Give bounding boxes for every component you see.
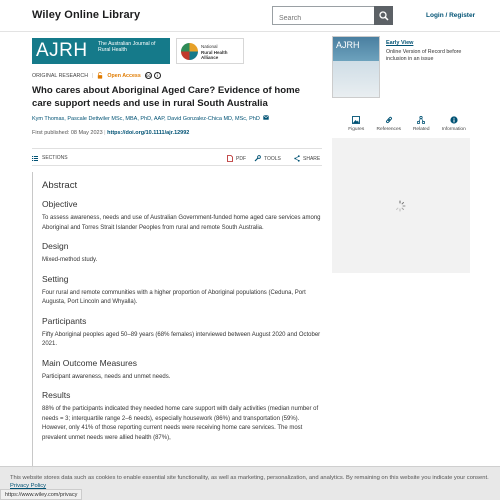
article-tools — [340, 116, 470, 140]
wiley-logo[interactable]: Wiley Online Library — [32, 9, 141, 21]
wrench-icon — [254, 155, 261, 162]
media-panel — [332, 138, 470, 273]
loading-spinner-icon — [394, 200, 406, 212]
journal-cover[interactable] — [332, 36, 380, 98]
partner-logo[interactable] — [176, 38, 244, 64]
status-bar-url: https://www.wiley.com/privacy — [0, 489, 82, 500]
objective-text: To assess awareness, needs and use of Australian Government-funded home aged care services among Aboriginal and Torres Strait Islander Peoples from rural and remote South Australia. — [42, 215, 321, 231]
setting-text: Four rural and remote communities with a higher proportion of Aboriginal populations (Ceduna, Port Augusta, Port Lincoln and Whyalla). — [42, 289, 306, 305]
open-access-icon — [97, 72, 103, 79]
journal-banner[interactable] — [32, 38, 170, 64]
pdf-button[interactable]: PDF — [227, 155, 246, 162]
early-view-link[interactable]: Early View — [386, 40, 414, 46]
info-icon — [450, 116, 458, 124]
pdf-icon — [227, 155, 233, 162]
article-title: Who cares about Aboriginal Aged Care? Evidence of home care support needs and use in rural South Australia — [32, 85, 300, 109]
top-header — [0, 0, 500, 32]
doi-link[interactable]: https://doi.org/10.1111/ajr.12992 — [107, 130, 190, 136]
image-icon — [352, 116, 360, 124]
by-icon: i — [154, 72, 161, 79]
email-icon[interactable] — [263, 115, 269, 120]
participants-heading: Participants — [42, 315, 87, 326]
article-type: ORIGINAL RESEARCH — [32, 72, 89, 79]
partner-name: National Rural Health Alliance — [201, 44, 228, 60]
tools-button[interactable]: TOOLS — [254, 155, 281, 162]
tool-information[interactable]: Information — [438, 116, 471, 140]
share-icon — [294, 155, 300, 162]
tool-references[interactable]: References — [373, 116, 406, 140]
results-text: 88% of the participants indicated they needed home care support with daily activities (median number of needs = 3; interquartile range 2–6 needs), especially housework (86%) and transportation (59%). However, only 41% of those reporting current needs were receiving home care services. The most prevalent unmet needs were allied health (87%), — [42, 406, 319, 441]
share-button[interactable]: SHARE — [294, 155, 320, 162]
journal-full-name: The Australian Journal of Rural Health — [98, 41, 156, 53]
tool-related[interactable]: Related — [405, 116, 438, 140]
login-register-link[interactable]: Login / Register — [426, 12, 476, 19]
sections-button[interactable]: SECTIONS — [32, 155, 68, 161]
cookie-text: This website stores data such as cookies to enable essential site functionality, as well as marketing, personalization, and analytics. By remaining on this website you indicate your consent. Privacy Policy — [10, 475, 489, 490]
results-heading: Results — [42, 390, 71, 400]
search-icon — [379, 11, 389, 21]
setting-heading: Setting — [42, 273, 69, 284]
link-icon — [385, 116, 393, 124]
early-view-desc: Online Version of Record before inclusion in an issue — [386, 49, 462, 62]
tool-figures[interactable]: Figures — [340, 116, 373, 140]
outcome-heading: Main Outcome Measures — [42, 357, 137, 368]
design-heading: Design — [42, 241, 69, 251]
cover-title: AJRH — [336, 40, 360, 50]
participants-text: Fifty Aboriginal peoples aged 50–89 years (68% females) interviewed between August 2020 and October 2021. — [42, 331, 321, 347]
partner-logo-icon — [181, 43, 198, 60]
first-published: First published: 08 May 2023 — [32, 130, 103, 136]
search-box[interactable] — [272, 6, 375, 25]
design-text: Mixed-method study. — [42, 257, 98, 263]
author-list[interactable]: Kym Thomas, Pascale Dettwiler MSc, MBA, PhD, AAP, David Gonzalez-Chica MD, MSc, PhD — [32, 115, 322, 122]
license-icons[interactable] — [145, 72, 161, 79]
search-input[interactable] — [273, 10, 374, 27]
publication-info: First published: 08 May 2023 | https://doi.org/10.1111/ajr.12992 — [32, 130, 190, 136]
objective-heading: Objective — [42, 199, 78, 209]
outcome-text: Participant awareness, needs and unmet needs. — [42, 373, 171, 380]
cc-icon: cc — [145, 73, 151, 78]
abstract-section — [32, 172, 322, 472]
abstract-heading: Abstract — [42, 180, 78, 191]
open-access-label: Open Access — [107, 72, 141, 79]
privacy-policy-link[interactable]: Privacy Policy — [10, 483, 47, 490]
article-meta: ORIGINAL RESEARCH | Open Access cc i — [32, 72, 161, 79]
related-icon — [417, 116, 425, 124]
search-button[interactable] — [374, 6, 393, 25]
journal-abbrev: AJRH — [36, 40, 88, 61]
list-icon — [32, 156, 38, 161]
article-toolbar — [32, 148, 322, 166]
